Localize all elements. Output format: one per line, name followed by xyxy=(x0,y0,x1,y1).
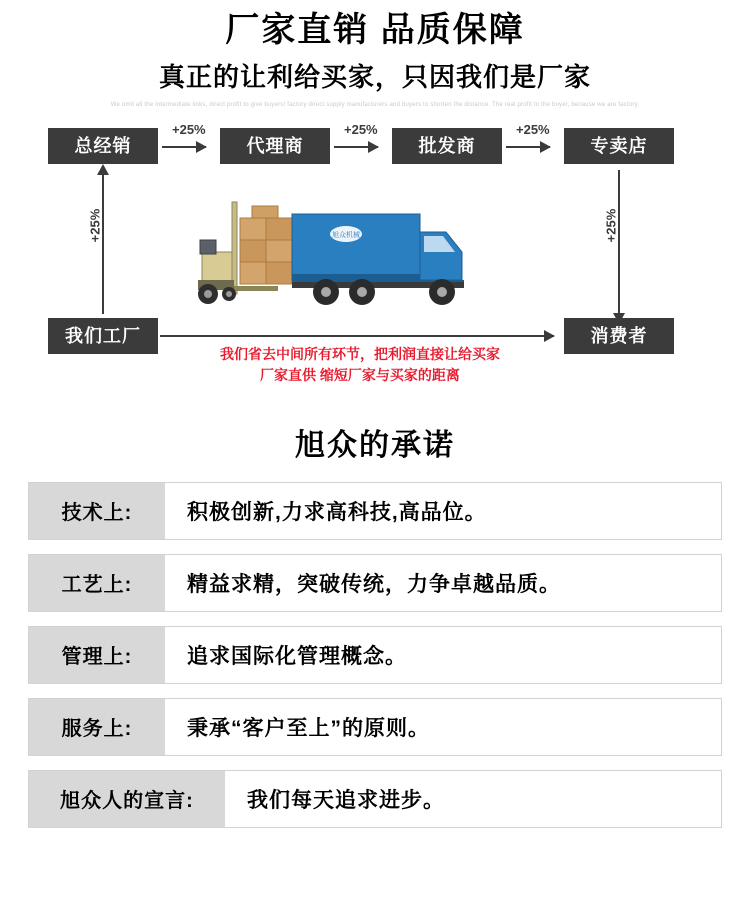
flow-node-store: 专卖店 xyxy=(564,128,674,164)
arrow-up-icon xyxy=(102,174,104,314)
promise-text: 秉承“客户至上”的原则。 xyxy=(187,716,430,740)
arrow-direct-to-consumer-icon xyxy=(160,335,554,337)
promise-label: 服务上: xyxy=(29,699,165,755)
promise-label: 管理上: xyxy=(29,627,165,683)
list-item xyxy=(28,698,722,756)
flow-node-agent: 代理商 xyxy=(220,128,330,164)
flow-node-factory: 我们工厂 xyxy=(48,318,158,354)
promise-label: 工艺上: xyxy=(29,555,165,611)
flow-node-wholesaler: 批发商 xyxy=(392,128,502,164)
promise-list xyxy=(0,482,750,828)
promise-text: 追求国际化管理概念。 xyxy=(187,644,407,668)
page-title: 厂家直销 品质保障 xyxy=(225,11,525,49)
page-subtitle: 真正的让利给买家，只因我们是厂家 xyxy=(158,61,591,92)
arrow-right-icon xyxy=(162,146,206,148)
promise-text: 积极创新,力求高科技,高品位。 xyxy=(187,500,487,524)
flow-node-general-agent: 总经销 xyxy=(48,128,158,164)
distribution-flow-diagram xyxy=(0,118,750,408)
arrow-right-icon xyxy=(506,146,550,148)
direct-supply-note-line1: 我们省去中间所有环节，把利润直接让给买家 xyxy=(220,345,500,362)
truck-logo-text: 旭众机械 xyxy=(332,231,360,239)
promise-label: 旭众人的宣言: xyxy=(29,771,225,827)
truck-illustration xyxy=(196,200,496,328)
list-item xyxy=(28,554,722,612)
page-subtitle-english: We omit all the intermediate links, direct profit to give buyers! factory direct supply manufacturers and buyers to shorten the distance. The real profit to the buyer, because we are factory. xyxy=(110,101,640,108)
direct-supply-note xyxy=(160,344,560,386)
promise-text: 精益求精，突破传统，力争卓越品质。 xyxy=(187,572,561,596)
promise-text: 我们每天追求进步。 xyxy=(247,788,445,812)
cargo-boxes-icon xyxy=(240,206,292,284)
page-header xyxy=(0,0,750,110)
list-item xyxy=(28,626,722,684)
markup-label-top-2: +25% xyxy=(344,121,378,137)
list-item xyxy=(28,482,722,540)
markup-label-right: +25% xyxy=(603,208,619,242)
markup-label-top-3: +25% xyxy=(516,121,550,137)
list-item xyxy=(28,770,722,828)
truck-body-icon xyxy=(292,214,464,305)
promise-label: 技术上: xyxy=(29,483,165,539)
flow-node-consumer: 消费者 xyxy=(564,318,674,354)
direct-supply-note-line2: 厂家直供 缩短厂家与买家的距离 xyxy=(260,366,460,383)
markup-label-left: +25% xyxy=(87,208,103,242)
markup-label-top-1: +25% xyxy=(172,121,206,137)
arrow-right-icon xyxy=(334,146,378,148)
promise-section-title: 旭众的承诺 xyxy=(295,428,455,462)
